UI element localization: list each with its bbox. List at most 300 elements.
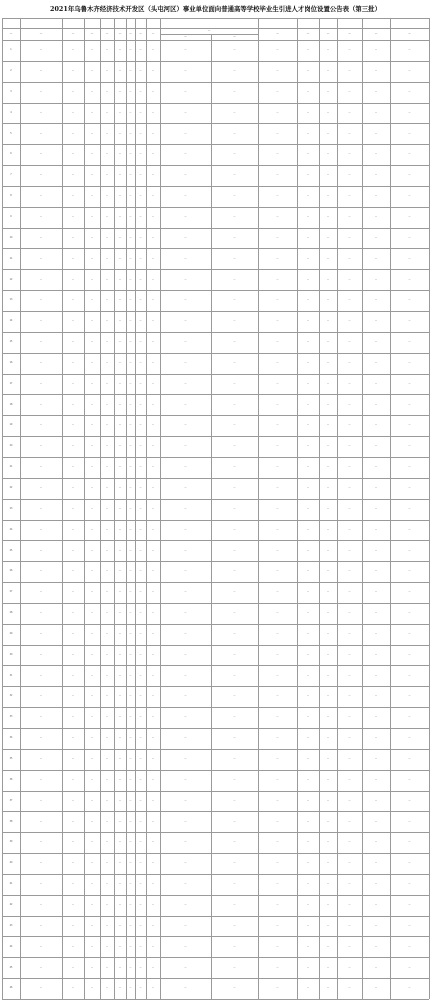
table-cell: —	[184, 840, 187, 844]
table-cell: —	[233, 923, 236, 927]
table-cell: —	[90, 590, 94, 594]
table-cell: —	[71, 423, 75, 427]
table-cell: —	[306, 819, 310, 823]
table-cell: —	[90, 444, 94, 448]
table-cell: —	[39, 757, 43, 761]
table-cell: —	[326, 569, 330, 573]
table-cell: —	[129, 152, 132, 156]
table-cell: —	[374, 882, 378, 886]
table-cell: —	[71, 381, 75, 385]
table-cell: —	[374, 256, 378, 260]
table-cell: —	[184, 673, 187, 677]
table-cell: —	[151, 402, 155, 406]
table-cell: —	[326, 798, 330, 802]
table-cell: —	[348, 548, 351, 552]
table-cell: —	[90, 277, 94, 281]
table-rule	[2, 394, 429, 395]
table-cell: —	[326, 840, 330, 844]
table-cell: —	[129, 506, 132, 510]
table-cell: —	[39, 319, 43, 323]
table-cell: —	[184, 423, 187, 427]
table-cell: —	[408, 214, 411, 218]
table-cell: —	[233, 715, 236, 719]
table-cell: —	[39, 235, 43, 239]
table-cell: —	[306, 194, 310, 198]
table-cell: —	[139, 465, 142, 469]
table-cell: —	[408, 652, 411, 656]
table-rule	[2, 791, 429, 792]
row-number: 4	[10, 110, 12, 114]
table-cell: —	[233, 256, 236, 260]
table-cell: —	[276, 902, 279, 906]
header-group-cell: —	[207, 28, 211, 32]
table-cell: —	[105, 465, 109, 469]
table-cell: —	[233, 194, 236, 198]
table-cell: —	[276, 611, 279, 615]
table-cell: —	[233, 882, 236, 886]
table-cell: —	[90, 69, 94, 73]
table-cell: —	[326, 590, 330, 594]
table-cell: —	[118, 798, 122, 802]
header-cell: —	[374, 31, 378, 35]
table-cell: —	[39, 861, 43, 865]
table-cell: —	[184, 235, 187, 239]
table-cell: —	[306, 694, 310, 698]
table-cell: —	[118, 69, 122, 73]
table-cell: —	[105, 652, 109, 656]
table-cell: —	[151, 902, 155, 906]
table-cell: —	[105, 882, 109, 886]
table-cell: —	[139, 506, 142, 510]
table-cell: —	[306, 631, 310, 635]
table-cell: —	[348, 360, 351, 364]
table-cell: —	[408, 923, 411, 927]
table-cell: —	[276, 194, 279, 198]
table-cell: —	[105, 611, 109, 615]
table-cell: —	[105, 986, 109, 990]
table-cell: —	[408, 319, 411, 323]
table-cell: —	[105, 110, 109, 114]
table-cell: —	[105, 944, 109, 948]
table-cell: —	[184, 173, 187, 177]
table-cell: —	[348, 89, 351, 93]
table-cell: —	[276, 360, 279, 364]
row-number: 38	[9, 819, 13, 823]
table-cell: —	[129, 715, 132, 719]
table-cell: —	[139, 298, 142, 302]
table-cell: —	[348, 902, 351, 906]
table-cell: —	[276, 89, 279, 93]
table-cell: —	[326, 152, 330, 156]
table-cell: —	[184, 798, 187, 802]
table-cell: —	[105, 131, 109, 135]
header-cell: —	[9, 31, 13, 35]
table-cell: —	[374, 340, 378, 344]
table-rule	[2, 707, 429, 708]
table-rule	[2, 18, 429, 19]
table-cell: —	[348, 882, 351, 886]
table-cell: —	[71, 923, 75, 927]
table-cell: —	[326, 902, 330, 906]
table-rule	[2, 603, 429, 604]
table-cell: —	[374, 673, 378, 677]
table-cell: —	[118, 923, 122, 927]
table-rule	[160, 18, 161, 999]
table-cell: —	[71, 402, 75, 406]
table-cell: —	[326, 673, 330, 677]
table-cell: —	[276, 256, 279, 260]
table-cell: —	[151, 423, 155, 427]
table-cell: —	[276, 736, 279, 740]
table-cell: —	[71, 652, 75, 656]
table-cell: —	[306, 214, 310, 218]
table-cell: —	[408, 902, 411, 906]
table-rule	[2, 957, 429, 958]
table-cell: —	[151, 611, 155, 615]
table-cell: —	[348, 527, 351, 531]
table-cell: —	[233, 423, 236, 427]
row-number: 42	[9, 902, 13, 906]
table-cell: —	[276, 277, 279, 281]
table-cell: —	[129, 360, 132, 364]
table-cell: —	[306, 486, 310, 489]
table-cell: —	[408, 882, 411, 886]
table-rule	[362, 18, 363, 999]
table-cell: —	[184, 444, 187, 448]
table-cell: —	[90, 381, 94, 385]
table-cell: —	[151, 652, 155, 656]
table-cell: —	[118, 611, 122, 615]
table-rule	[2, 999, 429, 1000]
table-cell: —	[90, 527, 94, 531]
table-cell: —	[348, 986, 351, 990]
table-cell: —	[348, 235, 351, 239]
table-cell: —	[118, 486, 122, 489]
table-cell: —	[348, 465, 351, 469]
table-cell: —	[348, 944, 351, 948]
table-cell: —	[233, 548, 236, 552]
table-cell: —	[276, 340, 279, 344]
table-cell: —	[408, 965, 411, 969]
row-number: 11	[9, 256, 13, 260]
table-cell: —	[129, 965, 132, 969]
table-cell: —	[90, 173, 94, 177]
table-cell: —	[90, 131, 94, 135]
table-cell: —	[408, 277, 411, 281]
table-cell: —	[139, 548, 142, 552]
table-cell: —	[139, 923, 142, 927]
table-cell: —	[408, 194, 411, 198]
table-cell: —	[151, 340, 155, 344]
table-cell: —	[276, 944, 279, 948]
table-cell: —	[184, 110, 187, 114]
table-cell: —	[184, 902, 187, 906]
table-cell: —	[374, 590, 378, 594]
table-cell: —	[184, 69, 187, 73]
table-cell: —	[326, 319, 330, 323]
table-cell: —	[233, 340, 236, 344]
table-cell: —	[348, 277, 351, 281]
row-number: 14	[9, 319, 13, 323]
table-cell: —	[184, 652, 187, 656]
table-cell: —	[326, 777, 330, 781]
table-cell: —	[233, 965, 236, 969]
table-cell: —	[129, 319, 132, 323]
table-cell: —	[90, 965, 94, 969]
table-cell: —	[105, 381, 109, 385]
table-cell: —	[306, 506, 310, 510]
table-cell: —	[90, 694, 94, 698]
table-cell: —	[326, 402, 330, 406]
table-cell: —	[306, 131, 310, 135]
table-cell: —	[105, 486, 109, 489]
header-cell: —	[408, 31, 411, 35]
table-cell: —	[129, 590, 132, 594]
table-cell: —	[276, 235, 279, 239]
table-cell: —	[139, 402, 142, 406]
table-cell: —	[408, 673, 411, 677]
table-cell: —	[348, 777, 351, 781]
table-cell: —	[105, 590, 109, 594]
table-rule	[160, 34, 258, 35]
table-cell: —	[39, 277, 43, 281]
table-cell: —	[374, 840, 378, 844]
table-cell: —	[129, 798, 132, 802]
table-cell: —	[348, 631, 351, 635]
row-number: 33	[9, 715, 13, 719]
table-cell: —	[39, 798, 43, 802]
table-rule	[2, 82, 429, 83]
table-cell: —	[233, 173, 236, 177]
row-number: 40	[9, 861, 13, 865]
table-cell: —	[129, 694, 132, 698]
table-cell: —	[71, 819, 75, 823]
table-cell: —	[233, 590, 236, 594]
table-cell: —	[233, 152, 236, 156]
table-cell: —	[276, 694, 279, 698]
table-cell: —	[276, 486, 279, 489]
table-rule	[2, 978, 429, 979]
table-cell: —	[374, 131, 378, 135]
table-cell: —	[374, 715, 378, 719]
row-number: 29	[9, 631, 13, 635]
table-cell: —	[326, 548, 330, 552]
table-rule	[2, 457, 429, 458]
table-cell: —	[374, 611, 378, 615]
table-cell: —	[276, 673, 279, 677]
table-cell: —	[118, 506, 122, 510]
table-cell: —	[408, 48, 411, 52]
table-cell: —	[348, 48, 351, 52]
table-rule	[2, 207, 429, 208]
table-cell: —	[184, 861, 187, 865]
table-cell: —	[105, 819, 109, 823]
table-cell: —	[105, 48, 109, 52]
table-cell: —	[118, 444, 122, 448]
table-cell: —	[408, 381, 411, 385]
table-cell: —	[39, 902, 43, 906]
table-cell: —	[326, 256, 330, 260]
table-cell: —	[374, 527, 378, 531]
table-cell: —	[105, 715, 109, 719]
table-cell: —	[71, 256, 75, 260]
table-cell: —	[39, 590, 43, 594]
table-cell: —	[90, 757, 94, 761]
table-cell: —	[408, 340, 411, 344]
table-cell: —	[184, 194, 187, 198]
table-cell: —	[348, 256, 351, 260]
table-cell: —	[306, 423, 310, 427]
header-cell: —	[129, 31, 132, 35]
table-rule	[2, 811, 429, 812]
table-cell: —	[408, 256, 411, 260]
table-cell: —	[326, 89, 330, 93]
table-cell: —	[39, 673, 43, 677]
table-rule	[2, 290, 429, 291]
table-cell: —	[90, 48, 94, 52]
table-rule	[429, 18, 430, 999]
table-cell: —	[326, 131, 330, 135]
table-cell: —	[374, 444, 378, 448]
header-cell: —	[118, 31, 122, 35]
row-number: 19	[9, 423, 13, 427]
table-cell: —	[276, 569, 279, 573]
table-cell: —	[118, 277, 122, 281]
table-cell: —	[90, 861, 94, 865]
table-cell: —	[233, 110, 236, 114]
table-cell: —	[276, 590, 279, 594]
table-cell: —	[184, 152, 187, 156]
table-cell: —	[233, 486, 236, 489]
table-cell: —	[39, 694, 43, 698]
table-cell: —	[233, 48, 236, 52]
table-rule	[2, 582, 429, 583]
table-cell: —	[105, 965, 109, 969]
table-cell: —	[408, 944, 411, 948]
table-rule	[2, 624, 429, 625]
header-cell: —	[276, 31, 279, 35]
table-cell: —	[374, 402, 378, 406]
table-cell: —	[139, 89, 142, 93]
table-cell: —	[105, 423, 109, 427]
table-cell: —	[233, 89, 236, 93]
table-cell: —	[39, 402, 43, 406]
table-cell: —	[408, 465, 411, 469]
table-cell: —	[71, 360, 75, 364]
table-cell: —	[90, 715, 94, 719]
table-cell: —	[71, 506, 75, 510]
row-number: 6	[10, 152, 12, 156]
table-cell: —	[233, 840, 236, 844]
table-cell: —	[326, 194, 330, 198]
table-cell: —	[348, 569, 351, 573]
table-cell: —	[151, 256, 155, 260]
table-cell: —	[184, 882, 187, 886]
table-cell: —	[39, 444, 43, 448]
header-cell: —	[306, 31, 310, 35]
table-cell: —	[374, 777, 378, 781]
table-cell: —	[129, 902, 132, 906]
table-cell: —	[118, 861, 122, 865]
table-cell: —	[39, 423, 43, 427]
table-cell: —	[151, 736, 155, 740]
table-cell: —	[326, 110, 330, 114]
table-cell: —	[348, 214, 351, 218]
table-cell: —	[129, 465, 132, 469]
table-rule	[2, 186, 429, 187]
header-cell: —	[139, 31, 142, 35]
table-cell: —	[233, 277, 236, 281]
header-cell: —	[71, 31, 75, 35]
table-cell: —	[408, 402, 411, 406]
table-cell: —	[129, 110, 132, 114]
table-cell: —	[151, 673, 155, 677]
table-cell: —	[408, 548, 411, 552]
table-cell: —	[184, 631, 187, 635]
table-cell: —	[105, 402, 109, 406]
table-cell: —	[71, 757, 75, 761]
table-rule	[390, 18, 391, 999]
table-rule	[2, 770, 429, 771]
table-cell: —	[306, 381, 310, 385]
table-cell: —	[348, 152, 351, 156]
table-cell: —	[408, 715, 411, 719]
table-cell: —	[306, 590, 310, 594]
table-cell: —	[90, 902, 94, 906]
table-cell: —	[71, 944, 75, 948]
table-cell: —	[151, 590, 155, 594]
table-cell: —	[118, 340, 122, 344]
table-cell: —	[276, 214, 279, 218]
table-cell: —	[71, 486, 75, 489]
table-cell: —	[374, 757, 378, 761]
table-cell: —	[233, 506, 236, 510]
table-rule	[2, 18, 3, 999]
table-cell: —	[39, 152, 43, 156]
table-cell: —	[374, 819, 378, 823]
table-cell: —	[184, 569, 187, 573]
row-number: 36	[9, 777, 13, 781]
table-cell: —	[151, 840, 155, 844]
table-cell: —	[326, 486, 330, 489]
table-cell: —	[233, 402, 236, 406]
table-cell: —	[276, 402, 279, 406]
table-cell: —	[105, 694, 109, 698]
table-cell: —	[374, 861, 378, 865]
table-cell: —	[374, 152, 378, 156]
table-cell: —	[306, 340, 310, 344]
table-cell: —	[408, 757, 411, 761]
table-cell: —	[374, 48, 378, 52]
table-cell: —	[348, 798, 351, 802]
table-cell: —	[118, 652, 122, 656]
table-rule	[2, 749, 429, 750]
table-cell: —	[105, 902, 109, 906]
table-cell: —	[306, 235, 310, 239]
table-cell: —	[184, 611, 187, 615]
table-cell: —	[408, 736, 411, 740]
table-cell: —	[151, 506, 155, 510]
table-cell: —	[233, 298, 236, 302]
table-cell: —	[151, 944, 155, 948]
table-cell: —	[276, 48, 279, 52]
table-cell: —	[129, 673, 132, 677]
table-rule	[2, 520, 429, 521]
table-cell: —	[151, 465, 155, 469]
table-cell: —	[276, 131, 279, 135]
table-cell: —	[151, 89, 155, 93]
table-cell: —	[326, 48, 330, 52]
